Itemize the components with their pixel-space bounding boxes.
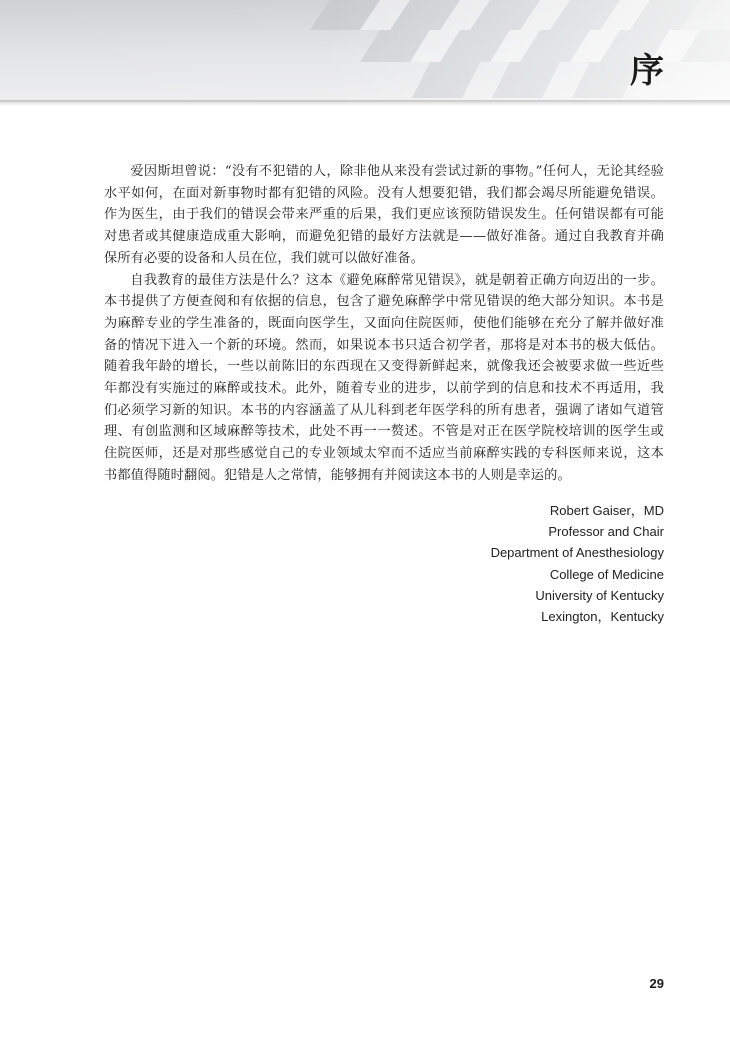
author-university: University of Kentucky [535, 587, 664, 603]
signature-block [491, 500, 664, 627]
page-title: 序 [630, 51, 664, 91]
paragraph-1: 爱因斯坦曾说：“没有不犯错的人，除非他从来没有尝试过新的事物。”任何人，无论其经验水平如何，在面对新事物时都有犯错的风险。没有人想要犯错，我们都会竭尽所能避免错误。作为医生，由于我们的错误会带来严重的后果，我们更应该预防错误发生。任何错误都有可能对患者或其健康造成重大影响，而避免犯错的最好方法就是——做好准备。通过自我教育并确保所有必要的设备和人员在位，我们就可以做好准备。 [104, 164, 664, 266]
author-location: Lexington，Kentucky [541, 609, 664, 625]
header-band [0, 0, 730, 102]
header-shadow [0, 100, 730, 106]
header-checker-decoration [0, 0, 730, 102]
preface-body [104, 161, 664, 487]
author-title: Professor and Chair [548, 524, 664, 540]
author-name: Robert Gaiser，MD [549, 503, 664, 518]
author-department: Department of Anesthesiology [490, 545, 664, 561]
author-college: College of Medicine [549, 566, 664, 582]
page-number: 29 [649, 976, 664, 991]
paragraph-2: 自我教育的最佳方法是什么？这本《避免麻醉常见错误》，就是朝着正确方向迈出的一步。本书提供了方便查阅和有依据的信息，包含了避免麻醉学中常见错误的绝大部分知识。本书是为麻醉专业的学生准备的，既面向医学生，又面向住院医师，使他们能够在充分了解并做好准备的情况下进入一个新的环境。然而，如果说本书只适合初学者，那将是对本书的极大低估。随着我年龄的增长，一些以前陈旧的东西现在又变得新鲜起来，就像我还会被要求做一些近些年都没有实施过的麻醉或技术。此外，随着专业的进步，以前学到的信息和技术不再适用，我们必须学习新的知识。本书的内容涵盖了从儿科到老年医学科的所有患者，强调了诸如气道管理、有创监测和区域麻醉等技术，此处不再一一赘述。不管是对正在医学院校培训的医学生或住院医师，还是对那些感觉自己的专业领域太窄而不适应当前麻醉实践的专科医师来说，这本书都值得随时翻阅。犯错是人之常情，能够拥有并阅读这本书的人则是幸运的。 [104, 272, 664, 483]
